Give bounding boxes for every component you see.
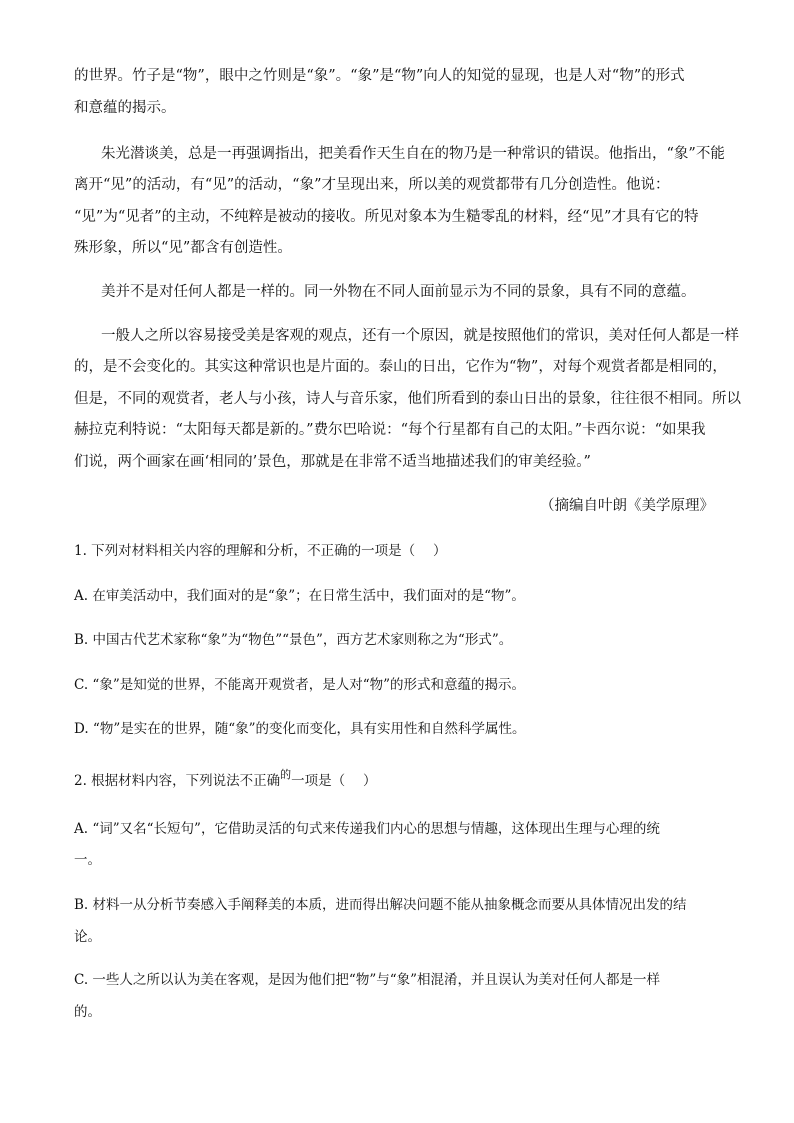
q2-option-c-line-2: 的。 bbox=[74, 1004, 101, 1020]
q2-stem bbox=[74, 768, 377, 792]
passage-p2-line-3: “见”为“见者”的主动，不纯粹是被动的接收。所见对象本为生糙零乱的材料，经“见”才具有它的特 bbox=[74, 209, 699, 225]
q2-stem-part-2: 一项是（ ） bbox=[291, 773, 377, 789]
q1-option-a: A. 在审美活动中，我们面对的是“象”；在日常生活中，我们面对的是“物”。 bbox=[74, 588, 525, 604]
passage-p4-line-3: 但是，不同的观赏者，老人与小孩，诗人与音乐家，他们所看到的泰山日出的景象，往往很不相同。所以 bbox=[74, 391, 741, 407]
q2-stem-superscript: 的 bbox=[280, 768, 292, 781]
q1-option-c: C. “象”是知觉的世界，不能离开观赏者，是人对“物”的形式和意蕴的揭示。 bbox=[74, 677, 526, 693]
q1-option-b: B. 中国古代艺术家称“象”为“物色”“景色”，西方艺术家则称之为“形式”。 bbox=[74, 632, 513, 648]
passage-p1-line-2: 和意蕴的揭示。 bbox=[74, 100, 176, 116]
passage-p2-line-2: 离开“见”的活动，有“见”的活动，“象”才呈现出来，所以美的观赏都带有几分创造性。他说： bbox=[74, 177, 670, 193]
q2-option-b-line-1: B. 材料一从分析节奏感入手阐释美的本质，进而得出解决问题不能从抽象概念而要从具体情况出发的结 bbox=[74, 897, 687, 913]
q2-stem-part-1: 2. 根据材料内容，下列说法不正确 bbox=[74, 773, 281, 789]
source-citation: （摘编自叶朗《美学原理》 bbox=[540, 498, 714, 514]
q2-option-a-line-1: A. “词”又名“长短句”，它借助灵活的句式来传递我们内心的思想与情趣，这体现出生理与心理的统 bbox=[74, 821, 660, 837]
passage-p2-line-4: 殊形象，所以“见”都含有创造性。 bbox=[74, 240, 292, 256]
q2-option-c-line-1: C. 一些人之所以认为美在客观，是因为他们把“物”与“象”相混淆，并且误认为美对任何人都是一样 bbox=[74, 972, 661, 988]
passage-p4-line-5: 们说，两个画家在画‘相同的’景色，那就是在非常不适当地描述我们的审美经验。” bbox=[74, 454, 591, 470]
passage-p4-line-1: 一般人之所以容易接受美是客观的观点，还有一个原因，就是按照他们的常识，美对任何人都是一样 bbox=[101, 328, 739, 344]
passage-p4-line-4: 赫拉克利特说：“太阳每天都是新的。”费尔巴哈说：“每个行星都有自己的太阳。”卡西尔说：“如果我 bbox=[74, 422, 706, 438]
passage-p2-line-1: 朱光潜谈美，总是一再强调指出，把美看作天生自在的物乃是一种常识的错误。他指出，“象”不能 bbox=[101, 146, 725, 162]
q2-option-a-line-2: 一。 bbox=[74, 852, 101, 868]
q2-option-b-line-2: 论。 bbox=[74, 929, 101, 945]
passage-p3-line-1: 美并不是对任何人都是一样的。同一外物在不同人面前显示为不同的景象，具有不同的意蕴。 bbox=[101, 284, 696, 300]
passage-p4-line-2: 的，是不会变化的。其实这种常识也是片面的。泰山的日出，它作为“物”，对每个观赏者都是相同的， bbox=[74, 359, 727, 375]
q1-option-d: D. “物”是实在的世界，随“象”的变化而变化，具有实用性和自然科学属性。 bbox=[74, 721, 526, 737]
q1-stem: 1. 下列对材料相关内容的理解和分析，不正确的一项是（ ） bbox=[74, 543, 447, 559]
passage-p1-line-1: 的世界。竹子是“物”，眼中之竹则是“象”。“象”是“物”向人的知觉的显现，也是人对“物”的形式 bbox=[74, 68, 685, 84]
